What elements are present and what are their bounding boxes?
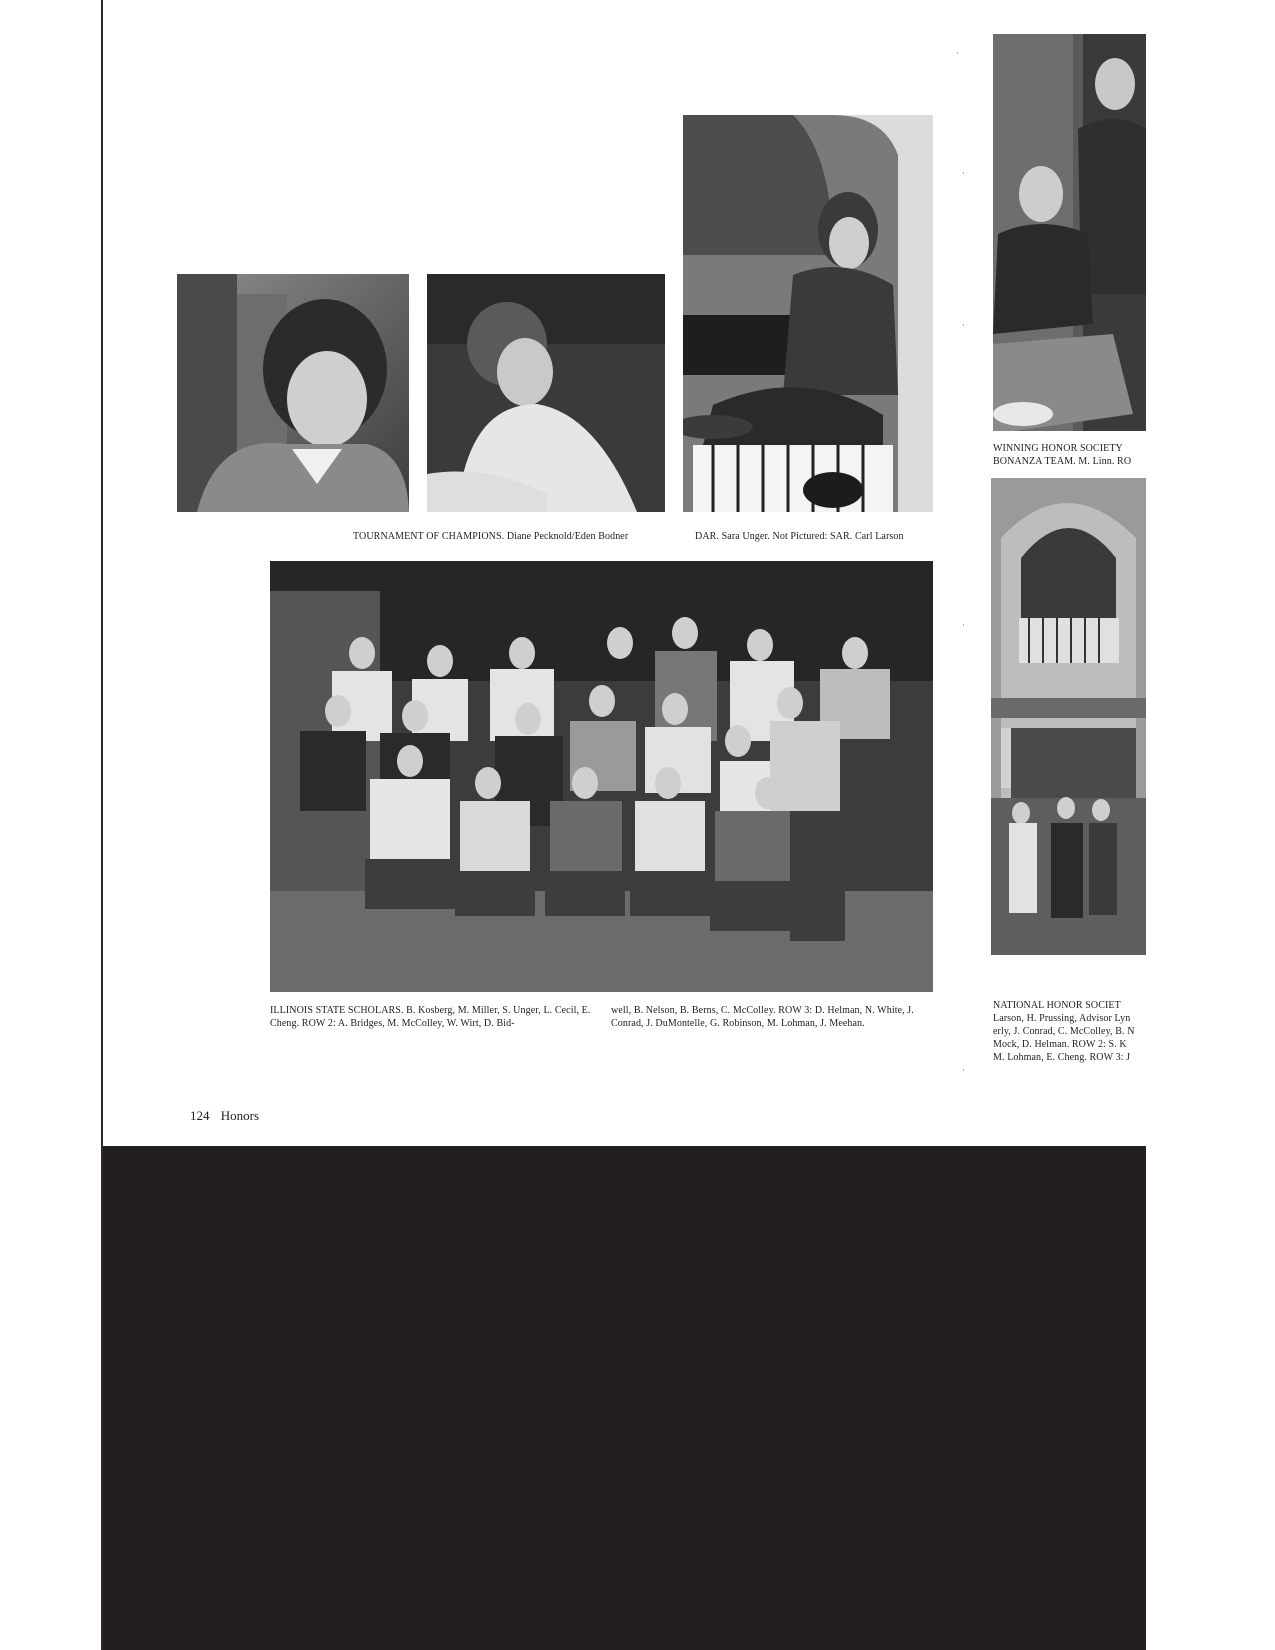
caption-honor-bonanza-line2: BONANZA TEAM. M. Linn. RO [993, 456, 1132, 467]
caption-illinois-state-scholars-col1: ILLINOIS STATE SCHOLARS. B. Kosberg, M. Miller, S. Unger, L. Cecil, E. Cheng. ROW 2: A. Bridges, M. McColley, W. Wirt, D. Bid- [270, 1005, 591, 1029]
scan-speck: · [962, 620, 965, 630]
caption-nhs-line1: NATIONAL HONOR SOCIET [993, 1000, 1121, 1011]
scan-speck: · [962, 168, 965, 178]
photo-tournament-left-portrait [177, 274, 409, 512]
scan-speck: · [962, 1065, 965, 1075]
photo-illinois-state-scholars-group [270, 561, 933, 992]
photo-honor-bonanza-team [993, 34, 1146, 431]
scan-right-margin [1146, 0, 1275, 1650]
photo-tournament-right-portrait [427, 274, 665, 512]
page-folio [190, 1108, 267, 1124]
caption-tournament-of-champions: TOURNAMENT OF CHAMPIONS. Diane Pecknold/Eden Bodner [353, 531, 629, 542]
caption-nhs-line4: Mock, D. Helman. ROW 2: S. K [993, 1039, 1127, 1050]
photo-national-honor-society [991, 478, 1146, 955]
caption-nhs-line3: erly, J. Conrad, C. McColley, B. N [993, 1026, 1135, 1037]
scan-speck: · [956, 48, 959, 58]
caption-nhs-line2: Larson, H. Prussing, Advisor Lyn [993, 1013, 1131, 1024]
caption-nhs-line5: M. Lohman, E. Cheng. ROW 3: J [993, 1052, 1131, 1063]
scan-left-margin [0, 0, 104, 1650]
caption-dar: DAR. Sara Unger. Not Pictured: SAR. Carl Larson [695, 531, 904, 542]
caption-illinois-state-scholars-col2: well, B. Nelson, B. Berns, C. McColley. ROW 3: D. Helman, N. White, J. Conrad, J. DuMontelle, G. Robinson, M. Lohman, J. Meehan. [611, 1005, 914, 1029]
scan-bottom-dark-area [103, 1146, 1146, 1650]
page-number: 124 [190, 1108, 210, 1123]
section-name: Honors [220, 1108, 260, 1123]
caption-honor-bonanza-line1: WINNING HONOR SOCIETY [993, 443, 1123, 454]
scan-speck: · [962, 320, 965, 330]
photo-dar-seated-portrait [683, 115, 933, 512]
